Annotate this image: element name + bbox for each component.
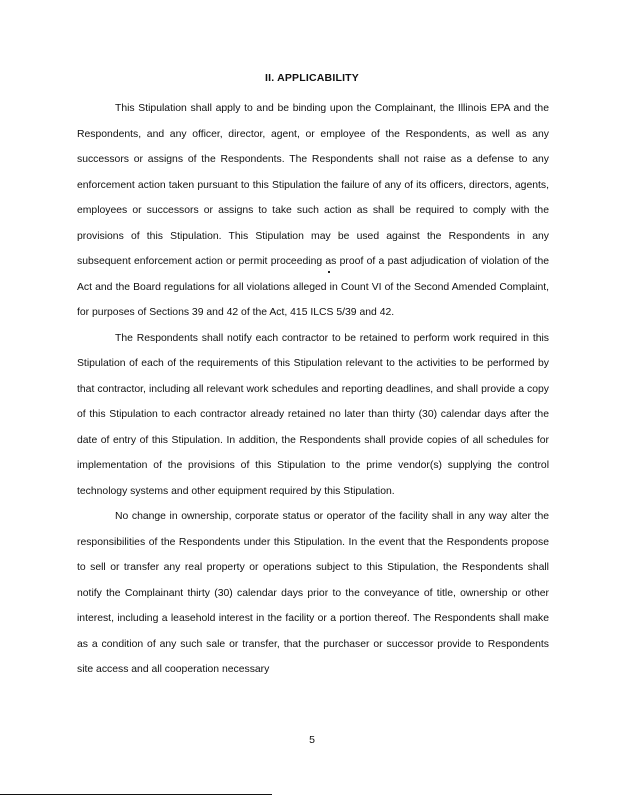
paragraph-contractor-notice: The Respondents shall notify each contractor to be retained to perform work required in this Stipulation of each of the requirements of this Stipulation relevant to the activities to be performed by that contractor, including all relevant work schedules and reporting deadlines, and shall provide a copy of this Stipulation to each contractor already retained no later than thirty (30) calendar days after the date of entry of this Stipulation. In addition, the Respondents shall provide copies of all schedules for implementation of the provisions of this Stipulation to the prime vendor(s) supplying the control technology systems and other equipment required by this Stipulation. [77,332,549,497]
page-number: 5 [309,734,315,746]
body-text [77,96,549,683]
paragraph-applicability: This Stipulation shall apply to and be binding upon the Complainant, the Illinois EPA and the Respondents, and any officer, director, agent, or employee of the Respondents, as well as any successors or assigns of the Respondents. The Respondents shall not raise as a defense to any enforcement action taken pursuant to this Stipulation the failure of any of its officers, directors, agents, employees or successors or assigns to take such action as shall be required to comply with the provisions of this Stipulation. This Stipulation may be used against the Respondents in any subsequent enforcement action or permit proceeding as proof of a past adjudication of violation of the Act and the Board regulations for all violations alleged in Count VI of the Second Amended Complaint, for purposes of Sections 39 and 42 of the Act, 415 ILCS 5/39 and 42. [77,103,549,318]
bottom-rule [0,794,272,795]
section-heading: II. APPLICABILITY [264,72,359,84]
scan-speck [328,271,330,273]
paragraph-ownership-change: No change in ownership, corporate status or operator of the facility shall in any way alter the responsibilities of the Respondents under this Stipulation. In the event that the Respondents propose to sell or transfer any real property or operations subject to this Stipulation, the Respondents shall notify the Complainant thirty (30) calendar days prior to the conveyance of title, ownership or other interest, including a leasehold interest in the facility or a portion thereof. The Respondents shall make as a condition of any such sale or transfer, that the purchaser or successor provide to Respondents site access and all cooperation necessary [77,511,549,675]
